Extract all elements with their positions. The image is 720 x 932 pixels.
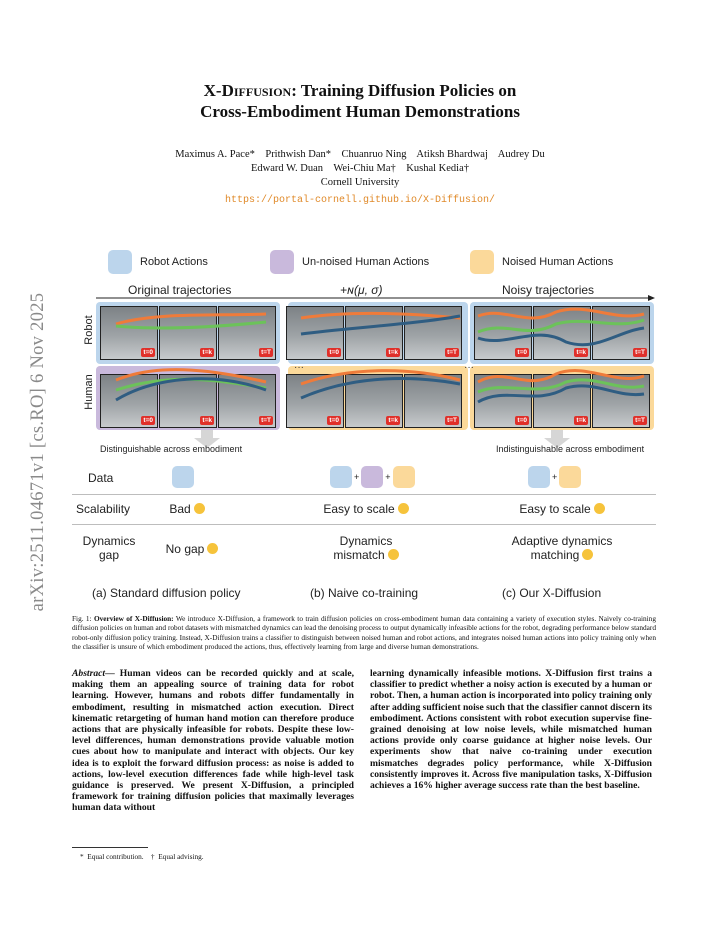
dynamics-c [492, 534, 632, 562]
row-label-human: Human [83, 374, 95, 410]
dynamics-a [142, 542, 242, 556]
abstract-column-1 [72, 668, 354, 814]
dynamics-b-text: Dynamics mismatch [333, 534, 393, 562]
figure-caption-bold: Overview of X-Diffusion: [93, 614, 174, 623]
project-url[interactable]: https://portal-cornell.github.io/X-Diffusion/ [224, 195, 496, 206]
figure-1 [72, 246, 656, 606]
time-badge: t=k [576, 417, 586, 424]
time-badge: t=0 [517, 349, 527, 356]
affiliation: Cornell University [320, 177, 400, 188]
arxiv-stamp: arXiv:2511.04671v1 [cs.RO] 6 Nov 2025 [28, 292, 48, 612]
subcaption-a: (a) Standard diffusion policy [92, 586, 241, 600]
data-cell-a [172, 466, 194, 488]
author-line-2: Edward W. Duan Wei-Chiu Ma† Kushal Kedia† [251, 163, 469, 174]
subcaption-b: (b) Naive co-training [310, 586, 419, 600]
row-name-scalability: Scalability [76, 502, 131, 516]
legend-noised [470, 250, 613, 274]
legend-unnoised [270, 250, 429, 274]
data-cell-c [528, 466, 581, 488]
title-line2: Cross-Embodiment Human Demonstrations [200, 102, 520, 121]
figure-caption-label: Fig. 1: [72, 614, 94, 623]
smile-face-icon [594, 503, 605, 514]
subcaption-c: (c) Our X-Diffusion [502, 586, 602, 600]
scalability-a-text: Bad [169, 502, 191, 516]
smile-face-icon [398, 503, 409, 514]
figure-caption-text: We introduce X-Diffusion, a framework to train diffusion policies on cross-embodiment human data containing a variety of execution styles. Naively co-training diffusion policies on human and robot datasets with mismatched dynamics can lead the denoising process to output dynamically infeasible actions for the robot, degrading performance below standard robot-only diffusion policy training. Instead, X-Diffusion trains a classifier to distinguish between noised human and robot actions, and integrates noised human actions into policy training only when the classifier is unsure of which embodiment produced the actions, thus, effectively learning from large and diverse human demonstrations. [72, 614, 656, 652]
legend-label-unnoised: Un-noised Human Actions [302, 256, 430, 268]
scalability-b-text: Easy to scale [323, 502, 395, 516]
time-arrow [96, 294, 656, 302]
sad-face-icon [194, 503, 205, 514]
time-badge: t=0 [329, 417, 339, 424]
plus-sign: + [354, 472, 360, 482]
scalability-b [306, 502, 426, 516]
table-divider-1 [72, 494, 656, 495]
trajectory-overlay [96, 302, 656, 432]
legend-swatch-noised [470, 250, 494, 274]
scalability-c [502, 502, 622, 516]
svg-text:···: ··· [464, 362, 474, 373]
time-badge: t=k [202, 417, 212, 424]
time-badge: t=T [261, 349, 271, 356]
header-noise: +ɴ(μ, σ) [340, 283, 383, 297]
scalability-c-text: Easy to scale [519, 502, 591, 516]
time-badge: t=T [635, 349, 645, 356]
time-badge: t=k [576, 349, 586, 356]
caption-distinguishable: Distinguishable across embodiment [100, 444, 243, 454]
figure-caption [72, 614, 656, 652]
data-box-robot [528, 466, 550, 488]
legend-robot [108, 250, 208, 274]
table-divider-2 [72, 524, 656, 525]
header-noisy: Noisy trajectories [502, 283, 595, 297]
scalability-a [132, 502, 242, 516]
legend-label-robot: Robot Actions [140, 256, 208, 268]
time-badge: t=T [261, 417, 271, 424]
paper-title [60, 80, 660, 122]
data-box-robot [172, 466, 194, 488]
row-name-dynamics: Dynamics gap [82, 534, 136, 562]
time-badge: t=k [202, 349, 212, 356]
plus-sign: + [385, 472, 391, 482]
footnote: * Equal contribution. † Equal advising. [80, 852, 204, 861]
smile-face-icon [582, 549, 593, 560]
header-original: Original trajectories [128, 283, 232, 297]
data-cell-b [330, 466, 415, 488]
time-badge: t=k [388, 417, 398, 424]
legend-label-noised: Noised Human Actions [502, 256, 614, 268]
title-smallcaps: iffusion [233, 81, 292, 100]
legend-swatch-robot [108, 250, 132, 274]
time-badge: t=0 [143, 349, 153, 356]
row-name-data: Data [88, 471, 114, 485]
author-block [60, 148, 660, 190]
time-badge: t=0 [517, 417, 527, 424]
dynamics-a-text: No gap [165, 542, 205, 556]
svg-text:···: ··· [294, 362, 304, 373]
time-badge: t=T [447, 349, 457, 356]
legend-swatch-unnoised [270, 250, 294, 274]
caption-indistinguishable: Indistinguishable across embodiment [496, 444, 645, 454]
abstract-col1-text: — Human videos can be recorded quickly and at scale, making them an appealing source of training data for robot learning. However, humans and robots differ fundamentally in embodiment, resulting in mismatched action execution. Direct kinematic retargeting of human hand motion can therefore produce actions that are physically infeasible for robots. Despite these low-level differences, human demonstrations provide valuable motion cues about how to manipulate and interact with objects. Our key idea is to exploit the forward diffusion process: as noise is added to actions, low-level execution differences fade while high-level task guidance is preserved. We present X-Diffusion, a principled framework for training diffusion policies that maximally leverages human data without [72, 668, 354, 814]
time-badge: t=0 [329, 349, 339, 356]
dynamics-c-text: Adaptive dynamics matching [511, 534, 613, 562]
data-box-noised [559, 466, 581, 488]
data-box-robot [330, 466, 352, 488]
plus-sign: + [552, 472, 558, 482]
data-box-noised [393, 466, 415, 488]
abstract-lead: Abstract [72, 668, 106, 679]
time-badge: t=k [388, 349, 398, 356]
author-line-1: Maximus A. Pace* Prithwish Dan* Chuanruo Ning Atiksh Bhardwaj Audrey Du [175, 149, 545, 160]
smile-face-icon [207, 543, 218, 554]
time-badge: t=T [635, 417, 645, 424]
data-box-unnoised [361, 466, 383, 488]
dynamics-b [316, 534, 416, 562]
title-line1-rest: : Training Diffusion Policies on [291, 81, 517, 100]
abstract-column-2 [370, 668, 652, 791]
abstract-col2-text: learning dynamically infeasible motions. X-Diffusion first trains a classifier to predict whether a noisy action is executed by a human or robot. Then, a human action is incorporated into policy training only after adding sufficient noise such that the classifier cannot discern its embodiment. Actions consistent with robot execution supervise fine-grained denoising at low noise levels, while mismatched human actions provide only coarse guidance at higher noise levels. Our experiments show that naive co-training under execution mismatches degrades policy performance, while X-Diffusion consistently improves it. Across five manipulation tasks, X-Diffusion achieves a 16% higher average success rate than the best baseline. [370, 668, 652, 792]
footnote-rule [72, 847, 148, 848]
sad-face-icon [388, 549, 399, 560]
time-badge: t=T [447, 417, 457, 424]
row-label-robot: Robot [83, 315, 95, 345]
time-badge: t=0 [143, 417, 153, 424]
title-prefix: X-D [203, 81, 234, 100]
